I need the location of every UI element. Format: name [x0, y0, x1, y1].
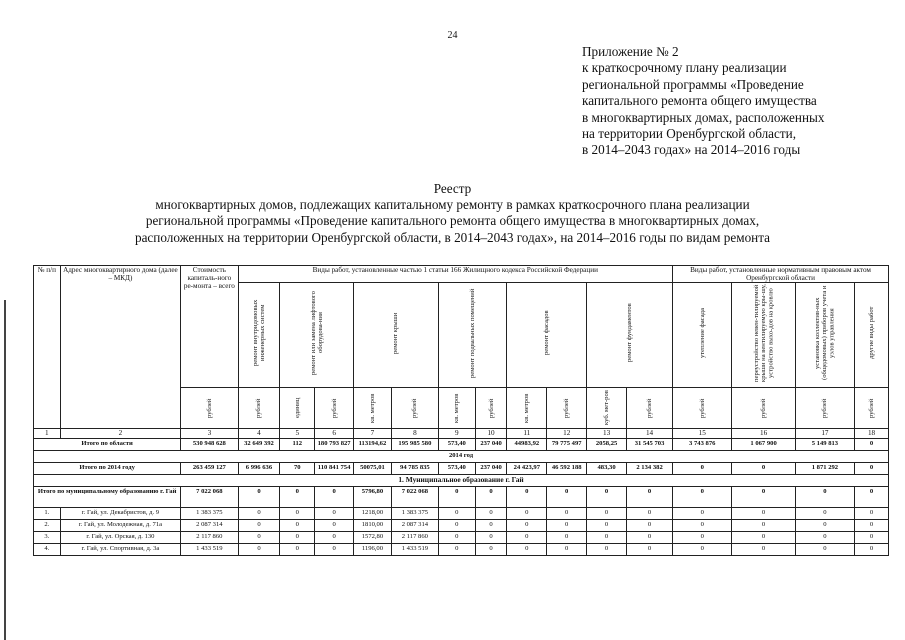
cell: 0: [627, 508, 673, 520]
cell: 0: [238, 544, 280, 556]
cell: 0: [673, 487, 732, 508]
cell: 1 871 292: [795, 463, 854, 475]
cell: 0: [795, 532, 854, 544]
cell: 0: [475, 487, 507, 508]
cell: 0: [547, 508, 587, 520]
cell: 0: [475, 520, 507, 532]
cell: 0: [315, 544, 354, 556]
cell: 1 383 375: [391, 508, 438, 520]
cell: 0: [795, 487, 854, 508]
cell: 0: [438, 544, 475, 556]
column-number: 8: [391, 429, 438, 439]
cell: 2058,25: [587, 439, 627, 451]
appendix-line: в 2014–2043 годах» на 2014–2016 годы: [582, 142, 801, 158]
column-number: 11: [507, 429, 547, 439]
header-num: № п/п: [34, 266, 61, 429]
cell: 0: [627, 487, 673, 508]
cell: 7 022 068: [181, 487, 238, 508]
column-number: 18: [855, 429, 889, 439]
header-elevator: [280, 283, 354, 388]
cell: 0: [315, 487, 354, 508]
cell: 0: [627, 532, 673, 544]
cell: 0: [280, 508, 315, 520]
cell: 573,40: [438, 463, 475, 475]
cell: 0: [673, 463, 732, 475]
cell: 0: [475, 544, 507, 556]
header-other: [855, 283, 889, 388]
header-elevator-label: ремонт или замена лифтового оборудова-ния: [309, 291, 324, 375]
header-group-regional-act: Виды работ, установленные нормативным правовым актом Оренбургской области: [673, 266, 889, 283]
unit-cell: [181, 388, 238, 429]
cell: 0: [855, 439, 889, 451]
header-roof-label: ремонт крыши: [392, 312, 400, 354]
appendix-line: к краткосрочному плану реализации: [582, 60, 787, 76]
municipality-row: [34, 475, 889, 487]
header-group-housing-code: Виды работ, установленные частью 1 статьи 166 Жилищного кодекса Российской Федерации: [238, 266, 673, 283]
unit-cell: [855, 388, 889, 429]
cell: 0: [547, 532, 587, 544]
cell: 0: [732, 532, 795, 544]
cell: 5 149 813: [795, 439, 854, 451]
row-address: г. Гай, ул. Декабристов, д. 9: [60, 508, 181, 520]
cell: 483,30: [587, 463, 627, 475]
unit-rub: рублей: [821, 398, 829, 418]
cell: 0: [315, 520, 354, 532]
unit-cell: [547, 388, 587, 429]
page-number: 24: [447, 30, 458, 41]
cell: 0: [507, 532, 547, 544]
unit-cell: [315, 388, 354, 429]
cell: 1810,00: [354, 520, 392, 532]
row-address: г. Гай, ул. Орская, д. 130: [60, 532, 181, 544]
unit-cell: [438, 388, 475, 429]
cell: 24 423,97: [507, 463, 547, 475]
cell: 0: [732, 508, 795, 520]
unit-rub: рублей: [255, 398, 263, 418]
cell: 0: [438, 532, 475, 544]
cell: 46 592 188: [547, 463, 587, 475]
municipality-label: 1. Муниципальное образование г. Гай: [34, 475, 889, 487]
cell: 0: [627, 544, 673, 556]
unit-rub: рублей: [487, 398, 495, 418]
cell: 180 793 827: [315, 439, 354, 451]
cell: 0: [627, 520, 673, 532]
row-address: г. Гай, ул. Спортивная, д. 3а: [60, 544, 181, 556]
cell: 2 134 382: [627, 463, 673, 475]
unit-rub: рублей: [646, 398, 654, 418]
unit-cell: [354, 388, 392, 429]
cell: 0: [280, 487, 315, 508]
cell: 0: [507, 487, 547, 508]
cell: 0: [673, 544, 732, 556]
cell: 1 067 900: [732, 439, 795, 451]
cell: 2 087 314: [181, 520, 238, 532]
total-2014-row: [34, 463, 889, 475]
cell: 0: [238, 532, 280, 544]
registry-subtitle-line: региональной программы «Проведение капитального ремонта общего имущества в многоквартирных домах,: [145, 213, 760, 229]
cell: 0: [855, 463, 889, 475]
cell: 0: [855, 508, 889, 520]
unit-cell: [795, 388, 854, 429]
appendix-line: Приложение № 2: [582, 44, 679, 59]
cell: 0: [587, 508, 627, 520]
cell: 237 040: [475, 463, 507, 475]
table-row: [34, 520, 889, 532]
cell: 0: [315, 532, 354, 544]
column-number: 5: [280, 429, 315, 439]
appendix-line: в многоквартирных домах, расположенных: [582, 109, 825, 125]
unit-sqm: кв. метров: [453, 393, 461, 423]
cell: 0: [795, 520, 854, 532]
unit-rub: рублей: [205, 398, 213, 418]
cell: 0: [438, 508, 475, 520]
unit-cell: [507, 388, 547, 429]
appendix-line: капитального ремонта общего имущества: [582, 93, 817, 109]
cell: 195 985 580: [391, 439, 438, 451]
cell: 237 040: [475, 439, 507, 451]
cell: 0: [673, 508, 732, 520]
header-foundation: [587, 283, 673, 388]
cell: 0: [732, 463, 795, 475]
cell: 5796,80: [354, 487, 392, 508]
header-engineering-label: ремонт внутридомовых инженерных систем: [251, 299, 266, 367]
cell: 0: [280, 520, 315, 532]
row-label: Итого по 2014 году: [34, 463, 181, 475]
cell: 1 383 375: [181, 508, 238, 520]
cell: 70: [280, 463, 315, 475]
cell: 2 117 860: [391, 532, 438, 544]
unit-sqm: кв. метров: [368, 393, 376, 423]
cell: 0: [732, 544, 795, 556]
cell: 0: [438, 487, 475, 508]
cell: 1218,00: [354, 508, 392, 520]
cell: 0: [587, 532, 627, 544]
total-region-row: [34, 439, 889, 451]
cell: 0: [238, 487, 280, 508]
unit-cubm: куб. мет-ров: [603, 390, 611, 426]
cell: 0: [507, 544, 547, 556]
cell: 0: [795, 544, 854, 556]
column-number: 3: [181, 429, 238, 439]
cell: 0: [855, 520, 889, 532]
cell: 0: [547, 520, 587, 532]
cell: 6 996 636: [238, 463, 280, 475]
unit-sqm: кв. метров: [523, 393, 531, 423]
unit-cell: [673, 388, 732, 429]
cell: 3 743 876: [673, 439, 732, 451]
cell: 0: [547, 487, 587, 508]
unit-cell: [587, 388, 627, 429]
column-number: 6: [315, 429, 354, 439]
unit-cell: [280, 388, 315, 429]
cell: 7 022 068: [391, 487, 438, 508]
unit-rub: рублей: [868, 398, 876, 418]
column-number: 1: [34, 429, 61, 439]
appendix-line: на территории Оренбургской области,: [582, 126, 797, 142]
scan-edge: [4, 300, 6, 640]
unit-rub: рублей: [563, 398, 571, 418]
cell: 0: [475, 508, 507, 520]
header-engineering: [238, 283, 280, 388]
cell: 0: [475, 532, 507, 544]
unit-cell: [732, 388, 795, 429]
cell: 1 433 519: [391, 544, 438, 556]
header-roof: [354, 283, 439, 388]
column-number: 13: [587, 429, 627, 439]
cell: 0: [238, 520, 280, 532]
cell: 0: [855, 544, 889, 556]
cell: 530 948 628: [181, 439, 238, 451]
column-number: 14: [627, 429, 673, 439]
registry-subtitle: [0, 197, 905, 246]
cell: 112: [280, 439, 315, 451]
registry-subtitle-line: многоквартирных домов, подлежащих капитальному ремонту в рамках краткосрочного плана реализации: [155, 197, 750, 212]
table-row: [34, 532, 889, 544]
cell: 0: [280, 532, 315, 544]
unit-rub: рублей: [411, 398, 419, 418]
unit-cell: [391, 388, 438, 429]
unit-cell: [627, 388, 673, 429]
cell: 0: [673, 520, 732, 532]
cell: 0: [855, 487, 889, 508]
header-basement-label: ремонт подвальных помещений: [469, 288, 477, 378]
column-number: 10: [475, 429, 507, 439]
unit-cell: [475, 388, 507, 429]
header-foundation-label: ремонт фундаментов: [626, 303, 633, 363]
cell: 0: [673, 532, 732, 544]
header-facade: [507, 283, 587, 388]
cell: 2 087 314: [391, 520, 438, 532]
column-number: 7: [354, 429, 392, 439]
cell: 2 117 860: [181, 532, 238, 544]
cell: 0: [587, 487, 627, 508]
header-facade-label: ремонт фасадов: [543, 310, 551, 356]
cell: 113194,62: [354, 439, 392, 451]
column-number: 17: [795, 429, 854, 439]
cell: 0: [587, 544, 627, 556]
row-label: Итого по области: [34, 439, 181, 451]
row-number: 4.: [34, 544, 61, 556]
cell: 573,40: [438, 439, 475, 451]
column-number-row: [34, 429, 889, 439]
cell: 44983,92: [507, 439, 547, 451]
cell: 0: [732, 520, 795, 532]
unit-rub: рублей: [760, 398, 768, 418]
cell: 31 545 703: [627, 439, 673, 451]
column-number: 15: [673, 429, 732, 439]
cell: 1572,80: [354, 532, 392, 544]
row-label: Итого по муниципальному образованию г. Гай: [34, 487, 181, 508]
registry-subtitle-line: расположенных на территории Оренбургской области, в 2014–2043 годах», на 2014–2016 годы по видам ремонта: [134, 229, 771, 245]
row-address: г. Гай, ул. Молодежная, д. 71а: [60, 520, 181, 532]
registry-table: [33, 265, 889, 556]
appendix-line: региональной программы «Проведение: [582, 76, 804, 92]
unit-rub: рублей: [698, 398, 706, 418]
header-basement: [438, 283, 507, 388]
unit-units: единиц: [293, 397, 301, 419]
header-other-label: другие виды работ: [867, 306, 875, 360]
cell: 0: [507, 508, 547, 520]
header-cost: Стоимость капиталь-ного ре-монта – всего: [181, 266, 238, 388]
header-insulation-label: утепление фасада: [698, 308, 706, 358]
header-address: Адрес многоквартирного дома (далее – МКД): [60, 266, 181, 429]
year-label: 2014 год: [34, 451, 889, 463]
cell: 0: [315, 508, 354, 520]
cell: 32 649 392: [238, 439, 280, 451]
header-pitched-roof-label: переустройство невен-тилируемой крыши на вентилируемую кры-шу, устройство выхо-дов на кровлю: [752, 284, 775, 382]
row-number: 1.: [34, 508, 61, 520]
header-insulation: [673, 283, 732, 388]
cell: 1196,00: [354, 544, 392, 556]
year-row: [34, 451, 889, 463]
row-number: 3.: [34, 532, 61, 544]
cell: 0: [507, 520, 547, 532]
column-number: 12: [547, 429, 587, 439]
total-municipality-row: [34, 487, 889, 508]
cell: 0: [547, 544, 587, 556]
table-row: [34, 508, 889, 520]
header-meters-label: установка коллектив-ных (общедомовых) приборов учета и узлов управления: [814, 285, 836, 381]
cell: 0: [587, 520, 627, 532]
registry-title: Реестр: [433, 181, 472, 196]
cell: 1 433 519: [181, 544, 238, 556]
cell: 263 459 127: [181, 463, 238, 475]
cell: 94 785 835: [391, 463, 438, 475]
cell: 0: [732, 487, 795, 508]
cell: 0: [238, 508, 280, 520]
cell: 50075,01: [354, 463, 392, 475]
cell: 0: [438, 520, 475, 532]
column-number: 2: [60, 429, 181, 439]
column-number: 16: [732, 429, 795, 439]
cell: 0: [795, 508, 854, 520]
cell: 0: [280, 544, 315, 556]
cell: 110 841 754: [315, 463, 354, 475]
table-row: [34, 544, 889, 556]
cell: 0: [855, 532, 889, 544]
column-number: 4: [238, 429, 280, 439]
row-number: 2.: [34, 520, 61, 532]
header-meters: [795, 283, 854, 388]
header-pitched-roof: [732, 283, 795, 388]
unit-rub: рублей: [330, 398, 338, 418]
appendix-header: [582, 44, 824, 159]
cell: 79 775 497: [547, 439, 587, 451]
unit-cell: [238, 388, 280, 429]
column-number: 9: [438, 429, 475, 439]
